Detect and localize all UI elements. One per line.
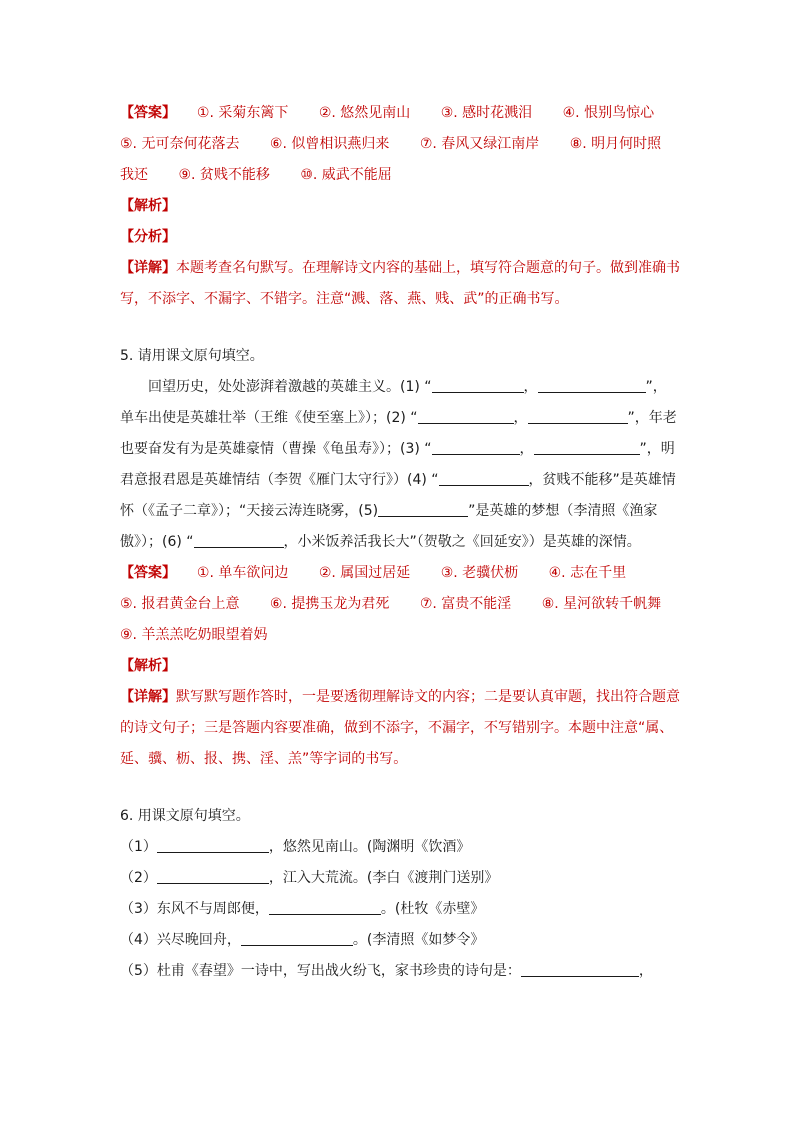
q5-analysis-line [120, 651, 680, 682]
fill-blank[interactable] [269, 900, 381, 915]
item-suffix: ，悠然见南山。(陶渊明《饮酒》 [268, 839, 471, 855]
passage-text: ”，年老也要奋发有为是英雄豪情（曹操《龟虽寿》）；(3) “ [120, 410, 677, 457]
item-prefix: （1） [120, 839, 157, 855]
fenxi-tag: 【分析】 [120, 229, 176, 245]
detail-text: 本题考查名句默写。在理解诗文内容的基础上，填写符合题意的句子。做到准确书写，不添字、不漏字、不错字。注意“溅、落、燕、贱、武”的正确书写。 [120, 260, 680, 307]
q6-item-4 [120, 925, 680, 956]
fill-blank-3a[interactable] [432, 440, 520, 455]
question-title: 6. 用课文原句填空。 [120, 808, 250, 824]
item-prefix: （4）兴尽晚回舟， [120, 932, 241, 948]
passage-text: ， [519, 441, 534, 457]
q5-detail [120, 682, 680, 775]
q6-item-2 [120, 863, 680, 894]
answer-item: ⑧. 星河欲转千帆舞 [541, 596, 662, 612]
q5-title [120, 341, 680, 372]
fill-blank[interactable] [241, 931, 353, 946]
answer-item: ①. 采菊东篱下 [196, 105, 289, 121]
answer-tag: 【答案】 [120, 105, 176, 121]
answer-item: ①. 单车欲问边 [196, 565, 289, 581]
passage-text: ， [513, 410, 528, 426]
fill-blank-1b[interactable] [538, 378, 646, 393]
fill-blank[interactable] [157, 838, 269, 853]
fill-blank[interactable] [521, 962, 639, 977]
detail-tag: 【详解】 [120, 689, 176, 705]
answer-item: ⑨. 贫贱不能移 [178, 167, 270, 183]
document-page [120, 98, 680, 987]
q5-answer-line-2 [120, 589, 680, 620]
answer-item: ⑧. 明月何时照 [569, 136, 662, 152]
q4-detail [120, 253, 680, 315]
answer-item: ⑤. 无可奈何花落去 [120, 136, 240, 152]
q5-answer-line-3 [120, 620, 680, 651]
answer-item: ⑦. 富贵不能淫 [419, 596, 512, 612]
q4-answer-line-3 [120, 160, 680, 191]
analysis-tag: 【解析】 [120, 658, 176, 674]
q6-item-5 [120, 956, 680, 987]
answer-item: ②. 悠然见南山 [318, 105, 411, 121]
fill-blank-2a[interactable] [418, 409, 514, 424]
item-prefix: （3）东风不与周郎便， [120, 901, 269, 917]
fill-blank-5[interactable] [378, 502, 468, 517]
detail-text: 默写默写题作答时，一是要透彻理解诗文的内容；二是要认真审题，找出符合题意的诗文句子；三是答题内容要准确，做到不添字，不漏字，不写错别字。本题中注意“属、延、骥、枥、报、携、淫、羔”等字词的书写。 [120, 689, 680, 767]
passage-text: ， [523, 379, 538, 395]
answer-item: ④. 恨别鸟惊心 [562, 105, 655, 121]
q4-analysis-line [120, 191, 680, 222]
detail-tag: 【详解】 [120, 260, 176, 276]
answer-item: ②. 属国过居延 [318, 565, 411, 581]
q5-answer-line-1 [120, 558, 680, 589]
passage-text: ，贫贱不能移”是英雄情怀（《孟子二章》）；“天接云涛连晓雾，(5) [120, 472, 676, 519]
q6-item-1 [120, 832, 680, 863]
fill-blank[interactable] [157, 869, 269, 884]
passage-text: ，小米饭养活我长大”（贺敬之《回延安》）是英雄的深情。 [283, 534, 641, 550]
answer-item: ⑩. 威武不能屈 [300, 167, 392, 183]
answer-item: ③. 老骥伏枥 [440, 565, 519, 581]
passage-text: ”，单车出使是英雄壮举（王维《使至塞上》）；(2) “ [120, 379, 667, 426]
q4-answer-line-1 [120, 98, 680, 129]
item-prefix: （2） [120, 870, 157, 886]
fill-blank-6[interactable] [194, 533, 284, 548]
analysis-tag: 【解析】 [120, 198, 176, 214]
answer-item-continued: 我还 [120, 167, 148, 183]
q4-fenxi-line [120, 222, 680, 253]
passage-text: ”，明君意报君恩是英雄情结（李贺《雁门太守行》）(4) “ [120, 441, 675, 488]
q6-title [120, 801, 680, 832]
answer-item: ⑥. 提携玉龙为君死 [269, 596, 390, 612]
item-suffix: 。(李清照《如梦令》 [352, 932, 485, 948]
answer-item: ⑤. 报君黄金台上意 [120, 596, 240, 612]
item-suffix: ， [638, 963, 653, 979]
answer-item: ③. 感时花溅泪 [440, 105, 533, 121]
passage-text: 回望历史，处处澎湃着激越的英雄主义。(1) “ [148, 379, 432, 395]
question-title: 5. 请用课文原句填空。 [120, 348, 264, 364]
q4-answer-line-2 [120, 129, 680, 160]
passage-text: ”是英雄的梦想（李清照《渔家傲》）；(6) “ [120, 503, 658, 550]
answer-item: ⑥. 似曾相识燕归来 [269, 136, 390, 152]
q5-passage [120, 372, 680, 558]
item-suffix: 。(杜牧《赤壁》 [380, 901, 485, 917]
fill-blank-2b[interactable] [528, 409, 628, 424]
answer-tag: 【答案】 [120, 565, 176, 581]
item-suffix: ，江入大荒流。(李白《渡荆门送别》 [268, 870, 499, 886]
answer-item: ⑦. 春风又绿江南岸 [419, 136, 540, 152]
fill-blank-3b[interactable] [534, 440, 640, 455]
item-prefix: （5）杜甫《春望》一诗中，写出战火纷飞，家书珍贵的诗句是： [120, 963, 521, 979]
answer-item: ⑨. 羊羔羔吃奶眼望着妈 [120, 627, 268, 643]
fill-blank-1a[interactable] [432, 378, 524, 393]
answer-item: ④. 志在千里 [548, 565, 627, 581]
q6-item-3 [120, 894, 680, 925]
fill-blank-4[interactable] [439, 471, 529, 486]
